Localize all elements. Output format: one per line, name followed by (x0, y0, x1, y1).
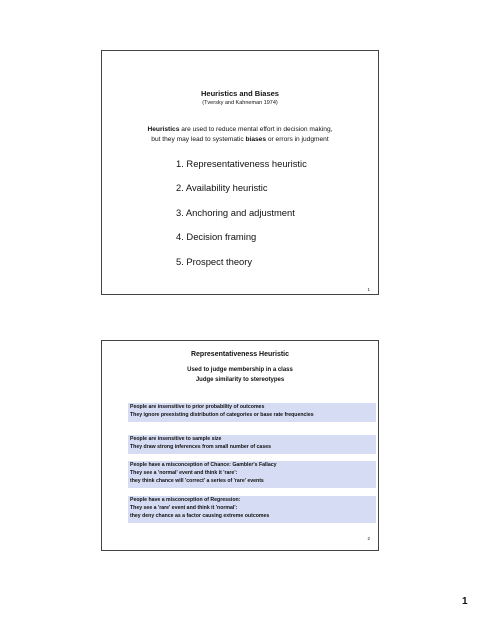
slide-1-number: 1 (367, 287, 370, 292)
box-line: People have a misconception of Chance: Gambler's Fallacy (130, 462, 277, 468)
bias-box-sample-size (128, 435, 376, 454)
slide-1-subtitle: (Tversky and Kahneman 1974) (202, 100, 278, 106)
box-line: People are insensitive to prior probability of outcomes (130, 404, 265, 410)
box-line: People are insensitive to sample size (130, 436, 222, 442)
intro-line-2-post: or errors in judgment (266, 136, 329, 143)
list-item: 4. Decision framing (176, 231, 257, 243)
intro-line-1-rest: are used to reduce mental effort in decision making, (179, 126, 333, 133)
slide-2-number: 2 (367, 536, 370, 541)
heuristics-list (176, 158, 307, 280)
box-line: they think chance will 'correct' a series of 'rare' events (130, 477, 264, 484)
box-line: They ignore preexisting distribution of categories or base rate frequencies (130, 411, 314, 418)
box-line: People have a misconception of Regression: (130, 497, 241, 503)
subtitle-line: Used to judge membership in a class (187, 367, 293, 373)
slide-2-title: Representativeness Heuristic (190, 351, 290, 358)
slide-2 (101, 340, 379, 551)
intro-line-2-pre: but they may lead to systematic (151, 136, 246, 143)
slide-1-title: Heuristics and Biases (201, 89, 279, 98)
slide-2-subtitle (102, 366, 378, 385)
intro-line-2 (102, 135, 378, 145)
box-line: They see a 'rare' event and think it 'normal': (130, 504, 238, 511)
intro-biases-word: biases (245, 136, 267, 143)
bias-box-chance (128, 461, 376, 488)
box-line: They see a 'normal' event and think it 'rare': (130, 469, 238, 476)
intro-heuristics-word: Heuristics (147, 126, 180, 133)
list-item: 5. Prospect theory (176, 255, 253, 267)
subtitle-line: Judge similarity to stereotypes (195, 376, 285, 383)
bias-box-regression (128, 496, 376, 523)
bias-box-prior-probability (128, 403, 376, 422)
box-line: they deny chance as a factor causing extreme outcomes (130, 512, 270, 519)
slide-1-intro (102, 125, 378, 145)
box-line: They draw strong inferences from small number of cases (130, 443, 271, 450)
list-item: 3. Anchoring and adjustment (176, 206, 295, 218)
list-item: 2. Availability heuristic (176, 182, 268, 194)
intro-line-1 (102, 125, 378, 135)
slide-1 (101, 50, 379, 295)
list-item: 1. Representativeness heuristic (176, 158, 307, 169)
page-number: 1 (462, 596, 468, 607)
